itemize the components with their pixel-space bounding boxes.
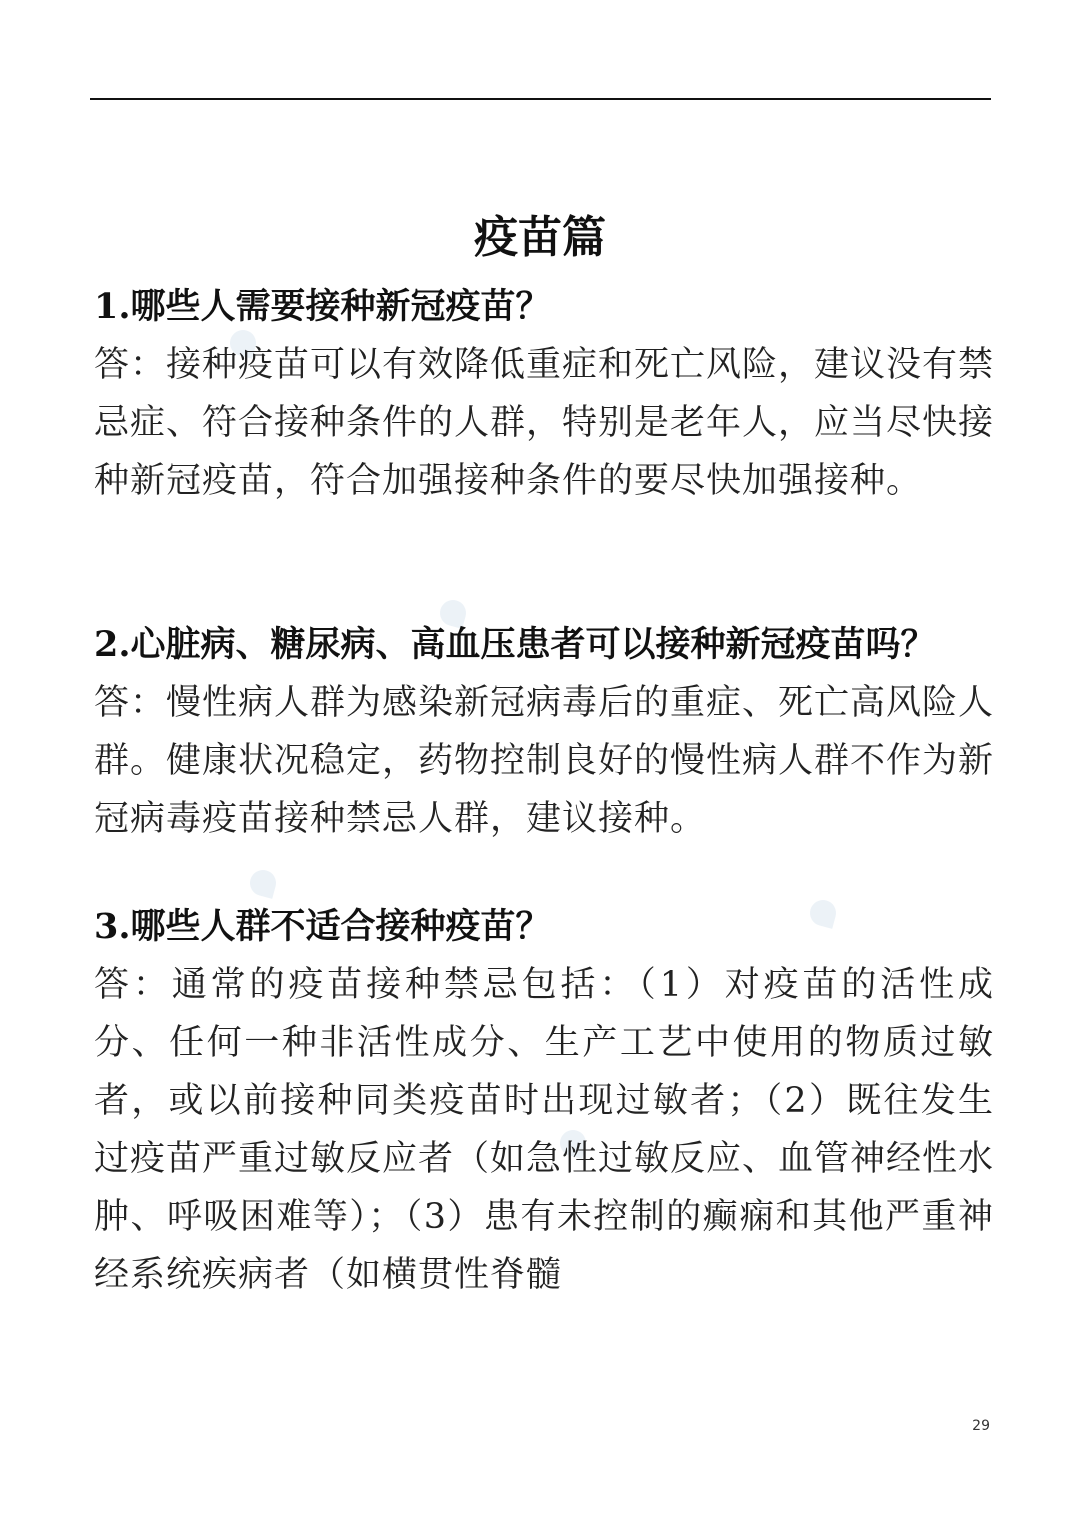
page-title: 疫苗篇: [474, 212, 606, 263]
question-2: 2.心脏病、糖尿病、高血压患者可以接种新冠疫苗吗？: [94, 624, 936, 665]
qa-section-2: [94, 616, 994, 848]
answer-2: 答：慢性病人群为感染新冠病毒后的重症、死亡高风险人群。健康状况稳定，药物控制良好的慢性病人群不作为新冠病毒疫苗接种禁忌人群，建议接种。: [94, 683, 995, 839]
header-rule: [90, 98, 991, 100]
question-1: 1.哪些人需要接种新冠疫苗？: [94, 286, 551, 327]
qa-section-1: [94, 278, 994, 510]
answer-1: 答：接种疫苗可以有效降低重症和死亡风险，建议没有禁忌症、符合接种条件的人群，特别是老年人，应当尽快接种新冠疫苗，符合加强接种条件的要尽快加强接种。: [94, 345, 995, 501]
question-3: 3.哪些人群不适合接种疫苗？: [94, 906, 551, 947]
watermark: [245, 865, 281, 901]
answer-3: 答：通常的疫苗接种禁忌包括：（1）对疫苗的活性成分、任何一种非活性成分、生产工艺中使用的物质过敏者，或以前接种同类疫苗时出现过敏者；（2）既往发生过疫苗严重过敏反应者（如急性过敏反应、血管神经性水肿、呼吸困难等）；（3）患有未控制的癫痫和其他严重神经系统疾病者（如横贯性脊髓: [94, 965, 995, 1295]
location-pin-icon: [247, 867, 279, 899]
page-number: 29: [972, 1418, 990, 1434]
qa-section-3: [94, 898, 994, 1304]
